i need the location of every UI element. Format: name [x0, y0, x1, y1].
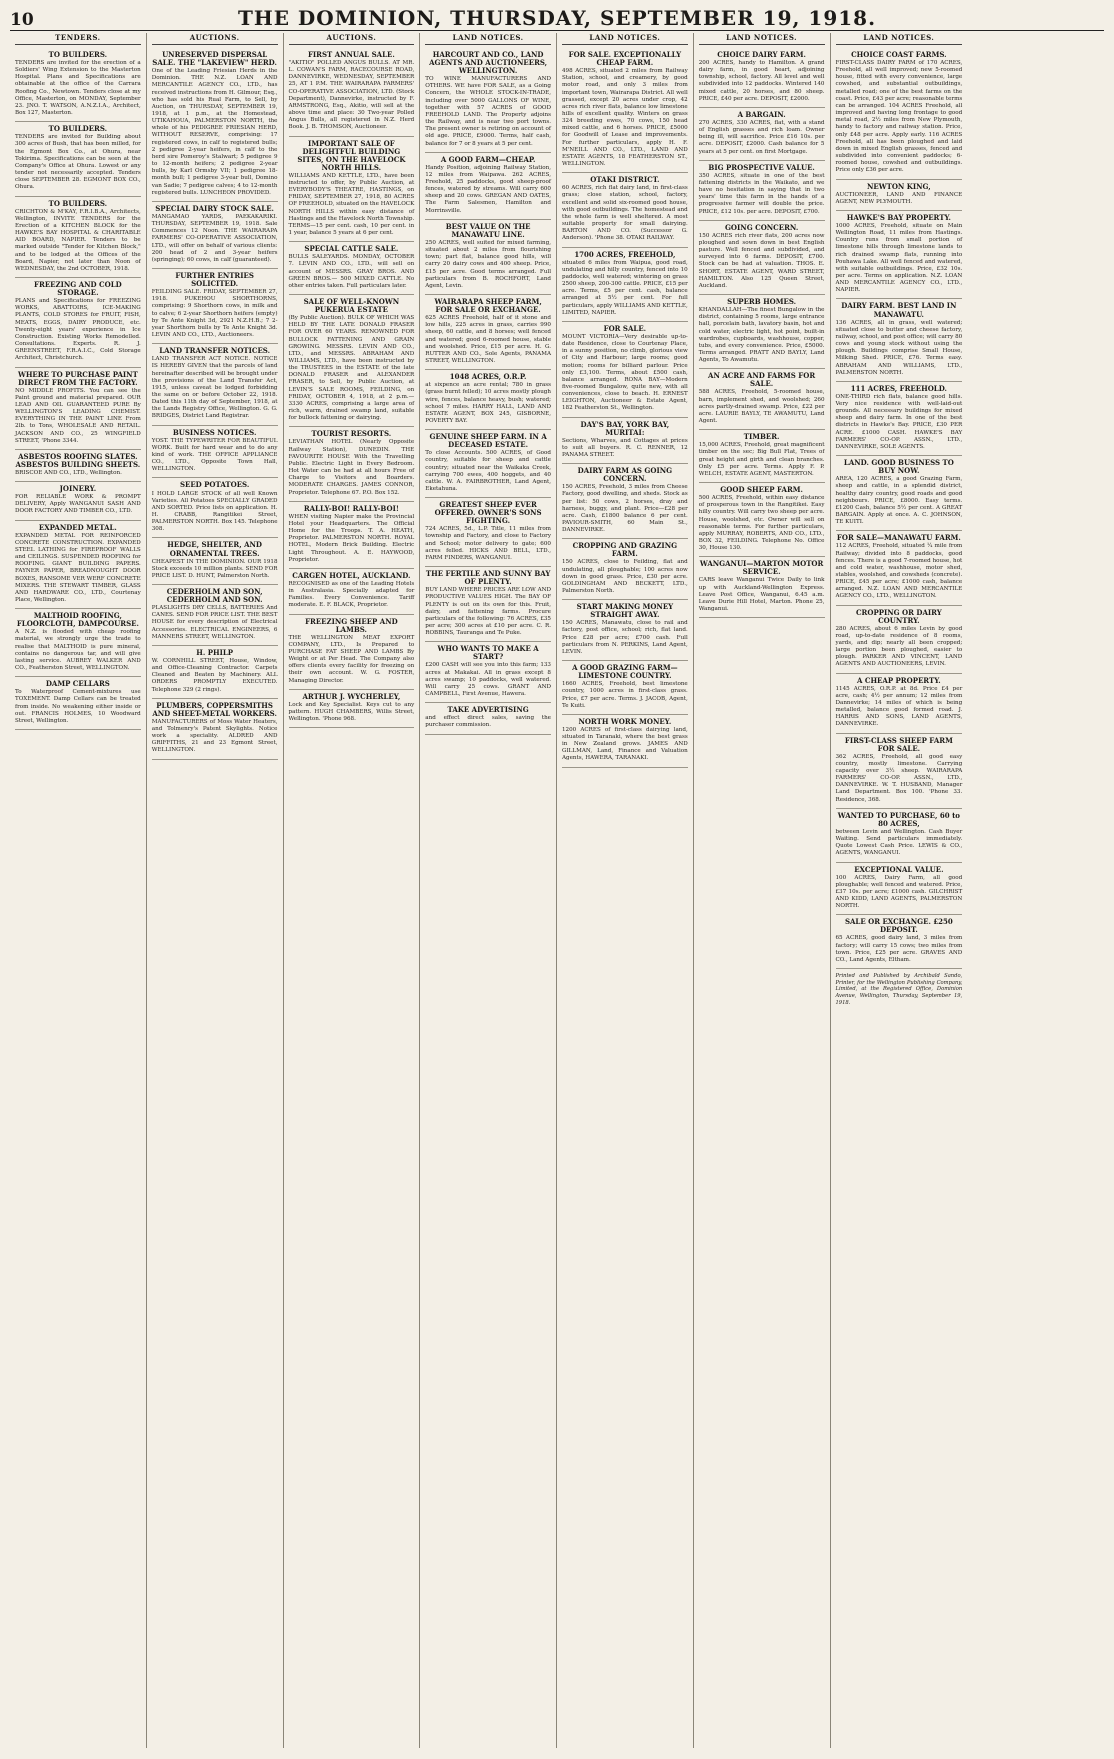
ad-body: 136 ACRES, all in grass, well watered; situated close to butter and cheese factory, railway, school, and post office; will carry 80 cows and young stock without using the plough. Buildings comprise Small House, Milking Shed. PRICE, £76. Terms easy. ABRAHAM AND WILLIAMS, LTD., PALMERSTON NORTH.: [835, 319, 963, 376]
ad-heading: GENUINE SHEEP FARM. IN A DECEASED ESTATE.: [429, 432, 547, 450]
ad-body: at sixpence an acre rental; 780 in grass (grass burnt felled); 10 acres mostly plough wire, fences, balance heavy, bush; watered; school 7 miles. HARRY HALL, LAND AND ESTATE AGENT, BOX 245, GISBORNE, POVERTY BAY.: [425, 382, 551, 424]
ad-heading: AN ACRE AND FARMS FOR SALE.: [708, 371, 816, 389]
advertisement: [152, 699, 278, 760]
column-header: TENDERS.: [15, 34, 141, 45]
ad-heading: GOING CONCERN.: [724, 222, 799, 232]
advertisement: [152, 426, 278, 479]
ad-heading: START MAKING MONEY STRAIGHT AWAY.: [576, 602, 674, 620]
ad-body: ONE-THIRD rich flats, balance good hills. Very nice residence with well-laid-out grounds. All necessary buildings for mixed sheep and dairy farm. In one of the best districts in Hawke's Bay. PRICE, £30 PER ACRE. £1000 CASH. HAWKE'S BAY FARMERS' CO-OP. ASSN., LTD., DANNEVIRKE, SOLE AGENTS.: [835, 393, 963, 450]
advertisement: [699, 557, 825, 618]
ad-body: PLANS and Specifications for FREEZING WORKS, ABATTOIRS, ICE-MAKING PLANTS, COLD STORES for FRUIT, FISH, MEATS, EGGS, DAIRY PRODUCE, etc. Twenty-eight years' experience in Ice Construction. Existing Works Remodelled. Consultations. Experts. R. J. GREENSTREET, F.R.A.I.C., Cold Storage Architect, Christchurch.: [15, 298, 141, 362]
ad-heading: A GOOD GRAZING FARM—LIMESTONE COUNTRY.: [572, 663, 678, 681]
ad-heading: FREEZING AND COLD STORAGE.: [34, 280, 122, 298]
advertisement: [836, 674, 963, 734]
page-number: 10: [10, 10, 34, 30]
advertisement: [152, 202, 278, 269]
ad-heading: HEDGE, SHELTER, AND ORNAMENTAL TREES.: [167, 540, 262, 558]
ad-body: BULLS SALEYARDS. MONDAY, OCTOBER 7. LEVIN AND CO., LTD., will sell on account of MESSRS. GRAY BROS. AND GREEN BROS.— 500 MIXED CATTLE. No other entries taken. Full particulars later.: [288, 254, 415, 289]
advertisement: [562, 600, 688, 661]
ad-body: 1660 ACRES, Freehold, best limestone country, 1000 acres in first-class grass. Price, £7 per acre. Terms. J. JACOB, Agent, Te Kuiti.: [562, 681, 688, 709]
advertisement: [699, 430, 825, 483]
ad-heading: SPECIAL CATTLE SALE.: [304, 244, 399, 254]
ad-body: 65 ACRES, good dairy land, 3 miles from factory; will carry 15 cows; two miles from town. Price, £25 per acre. GRAVES AND CO., Land Agents, Eltham.: [835, 935, 963, 963]
advertisement: [562, 661, 688, 715]
column-header: LAND NOTICES.: [836, 34, 963, 45]
printer-imprint: Printed and Published by Archibald Sando, Printer, for the Wellington Publishing Company, Limited, at the Registered Office, Dominion Avenue, Wellington, Thursday, September 19, 1918.: [835, 973, 963, 1006]
ad-heading: WANTED TO PURCHASE, 60 to 80 ACRES,: [837, 810, 960, 828]
ad-heading: EXPANDED METAL.: [38, 522, 117, 532]
advertisement: [562, 539, 688, 600]
advertisement: [562, 464, 688, 539]
column-1: [10, 33, 147, 1748]
column-header: LAND NOTICES.: [425, 34, 551, 45]
ad-heading: ASBESTOS ROOFING SLATES. ASBESTOS BUILDING SHEETS.: [15, 451, 141, 469]
ad-body: 362 ACRES, Freehold, all good easy country, mostly limestone. Carrying capacity over 3½ sheep. WAIRARAPA FARMERS' CO-OP. ASSN., LTD., DANNEVIRKE. W. T. HUSBAND, Manager Land Department. Box 100. 'Phone 33. Residence, 368.: [835, 753, 963, 803]
advertisement: [836, 211, 963, 300]
ad-body: BUY LAND WHERE PRICES ARE LOW AND PRODUCTIVE VALUES HIGH. The BAY OF PLENTY is out on its own for this. Fruit, dairy, and fattening farms. Procure particulars of the following: 76 ACRES, £35 per acre; 300 acres at £10 per acre. C. R. ROBBINS, Tauranga and Te Puke.: [425, 587, 551, 637]
advertisement: [152, 646, 278, 699]
advertisement: [425, 295, 551, 370]
ad-body: AUCTIONEER, LAND AND FINANCE AGENT, NEW PLYMOUTH.: [835, 191, 963, 205]
ad-heading: SUPERB HOMES.: [727, 297, 797, 307]
advertisement: [699, 369, 825, 430]
advertisement: [15, 677, 141, 730]
ad-body: 350 ACRES, situate in one of the best fattening districts in the Waikato, and we have no hesitation in saying that in two years' time this farm in the hands of a progressive farmer will double the price. PRICE, £12 10s. per acre. DEPOSIT, £700.: [698, 172, 825, 215]
ad-heading: OTAKI DISTRICT.: [590, 175, 660, 185]
ad-body: MANUFACTURERS of Moss Water Heaters, and Tolmenry's Patent Skylights. Notice work a speciality. ALDRED AND GRIFFITHS, 21 and 23 Egmont Street, WELLINGTON.: [151, 718, 278, 754]
ad-heading: WHERE TO PURCHASE PAINT DIRECT FROM THE FACTORY.: [17, 369, 138, 387]
advertisement: [289, 48, 415, 137]
ad-body: 60 ACRES, rich flat dairy land, in first-class grass; close station, school, factory, excellent and solid six-roomed good house, with good outbuildings. The homestead and the whole farm is well sheltered. A most suitable property for small dairying. BARTON AND CO. (Successor G. Anderson). 'Phone 38. OTAKI RAILWAY.: [562, 185, 688, 242]
ad-heading: SALE OR EXCHANGE. £250 DEPOSIT.: [844, 917, 953, 935]
advertisement: [15, 122, 141, 196]
advertisement: [836, 606, 963, 674]
ad-body: FOR RELIABLE WORK & PROMPT DELIVERY, Apply WANGANUI SASH AND DOOR FACTORY AND TIMBER CO., LTD.: [15, 494, 141, 515]
ad-body: 1200 ACRES of first-class dairying land, situated in Taranaki, where the best grass in New Zealand grows. JAMES AND GILLMAN, Land, Finance and Valuation Agents, HAWERA, TARANAKI.: [562, 726, 688, 762]
advertisement: [425, 153, 551, 220]
advertisement: [562, 322, 688, 418]
advertisement: [836, 48, 963, 180]
ad-body: 270 ACRES, 330 ACRES, flat, with a stand of English grasses and rich loam. Owner being ill, will sacrifice. Price £16 10s. per acre. DEPOSIT, £2000. Cash balance for 5 years at 5 per cent. on first Mortgage.: [698, 119, 825, 155]
ad-body: PLASLIGHTS DRY CELLS, BATTERIES And CANES. SEND FOR PRICE LIST. THE BEST HOUSE for every description of Electrical Accessories. ELECTRICAL ENGINEERS, 6 MANNERS STREET, WELLINGTON.: [151, 605, 278, 640]
ad-heading: GOOD SHEEP FARM.: [720, 485, 803, 495]
ad-heading: FOR SALE.: [603, 323, 647, 333]
column-header: LAND NOTICES.: [562, 34, 688, 45]
ad-heading: EXCEPTIONAL VALUE.: [854, 864, 944, 874]
ad-heading: WHO WANTS TO MAKE A START?: [437, 644, 539, 662]
ad-body: 150 ACRES rich river flats, 200 acres now ploughed and sown down in best English pasture. Well fenced and subdivided, and surveyed into 6 farms. DEPOSIT, £700. Stock can be had at valuation. THOS. E. SHORT, ESTATE AGENT, WARD STREET, HAMILTON. Also 125 Queen Street, Auckland.: [698, 232, 825, 289]
advertisement: [836, 299, 963, 381]
advertisement: [836, 531, 963, 605]
ad-heading: HAWKE'S BAY PROPERTY.: [846, 212, 951, 222]
ad-body: £200 CASH will see you into this farm; 133 acres at Makakai. All in grass except 8 acres swamp; 10 paddocks, well watered. Will carry 25 cows. GRANT AND CAMPBELL, First Avenue, Hawera.: [425, 662, 551, 698]
ad-body: 625 ACRES Freehold, half of it stone and low hills, 225 acres in grass, carries 990 sheep, 60 cattle, and 8 horses; well fenced and watered; good 6-roomed house, stable and woolshed. Price, £15 per acre. H. G. RUTTER AND CO., Sole Agents, PANAMA STREET, WELLINGTON.: [425, 315, 551, 365]
ad-body: (By Public Auction). BULK OF WHICH WAS HELD BY THE LATE DONALD FRASER FOR OVER 60 YEARS. RENOWNED FOR BULLOCK FATTENING AND GRAIN GROWING. MESSRS. LEVIN AND CO., LTD., and MESSRS. ABRAHAM AND WILLIAMS, LTD., have been instructed by the TRUSTEES in the ESTATE of the late DONALD FRASER and ALEXANDER FRASER, to Sell, by Public Auction, at LEVIN'S SALE ROOMS, FEILDING, on FRIDAY, OCTOBER 4, 1918, at 2 p.m.— 3330 ACRES, comprising a large area of rich, warm, drained swamp land, suitable for bullock fattening or dairying.: [288, 315, 415, 422]
ad-heading: DAY'S BAY, YORK BAY, MURITAI:: [580, 419, 670, 437]
advertisement: [152, 344, 278, 425]
ad-heading: JOINERY.: [59, 484, 97, 494]
advertisement: [425, 498, 551, 567]
ad-body: MOUNT VICTORIA—Very desirable up-to-date Residence, close to Courtenay Place, in a sunny position, no climb, glorious view of City and Harbour; large rooms; good motion; rooms for billiard parlour. Price only £3,100. Terms, about £500 cash, balance arranged. RONA BAY—Modern five-roomed Bungalow, quite new, with all conveniences, close to beach. H. ERNEST LEIGHTON, Auctioneer & Estate Agent, 182 Featherston St., Wellington.: [562, 333, 688, 412]
advertisement: [289, 569, 415, 615]
ad-heading: DAIRY FARM. BEST LAND IN MANAWATU.: [841, 301, 957, 319]
advertisement: [425, 703, 551, 734]
ad-body: Handy Position, adjoining Railway Station, 12 miles from Waipawa. 262 ACRES, Freehold, 25 paddocks, good sheep-proof fences, watered by streams. Will carry 600 sheep and 20 cows. GREGAN AND OATES, The Farm Salesmen, Hamilton and Morrinsville.: [425, 164, 551, 214]
ad-heading: 1700 ACRES, FREEHOLD,: [574, 249, 676, 259]
ad-heading: BIG PROSPECTIVE VALUE.: [708, 162, 815, 172]
advertisement: [152, 269, 278, 344]
ad-heading: WAIRARAPA SHEEP FARM, FOR SALE OR EXCHANGE.: [434, 296, 542, 315]
advertisement: [15, 197, 141, 278]
columns-container: [10, 33, 1104, 1748]
advertisement: [562, 48, 688, 173]
advertisement: [836, 734, 963, 809]
ad-body: I HOLD LARGE STOCK of all well Known Varieties. All Potatoes SPECIALLY GRADED AND SORTED. Price lists on application. H. H. CRABB, Rangitikei Street, PALMERSTON NORTH. Box 145. Telephone 308.: [151, 490, 278, 533]
advertisement: [699, 221, 825, 295]
advertisement: [699, 108, 825, 161]
ad-body: 588 ACRES, Freehold, 5-roomed house, barn, implement shed, and woolshed; 260 acres partly-drained swamp. Price, £22 per acre. LAURIE BAYLY, TE AWAMUTU, Land Agent.: [698, 389, 825, 425]
ad-body: Sections, Wharves, and Cottages at prices to suit all buyers. R. C. RENNER, 12 PANAMA STREET.: [562, 437, 688, 458]
column-header: AUCTIONS.: [152, 34, 278, 45]
ad-body: situated 6 miles from Waipua, good road, undulating and hilly country, fenced into 10 paddocks, well watered; wintering on grass 2500 sheep, 200-300 cattle. PRICE, £15 per acre. Terms, £5 per cent. cash, balance arranged at 5½ per cent. For full particulars, apply WILLIAMS AND KETTLE, LIMITED, NAPIER.: [562, 259, 688, 316]
ad-heading: TOURIST RESORTS.: [311, 429, 392, 439]
ad-heading: 1048 ACRES, O.R.P.: [449, 372, 527, 382]
advertisement: [699, 161, 825, 221]
column-4: [420, 33, 557, 1748]
advertisement: [15, 368, 141, 450]
ad-body: W. CORNHILL STREET, House, Window, and Office-Cleaning Contractor. Carpets Cleaned and Beaten by Machinery. ALL ORDERS PROMPTLY EXECUTED. Telephone 329 (2 rings).: [151, 657, 278, 693]
advertisement: [152, 585, 278, 646]
ad-body: YOST. THE TYPEWRITER FOR BEAUTIFUL WORK. Built for hard wear and to do any kind of work. THE OFFICE APPLIANCE CO., LTD., Opposite Town Hall, WELLINGTON.: [151, 437, 278, 473]
advertisement: [289, 295, 415, 427]
ad-heading: IMPORTANT SALE OF DELIGHTFUL BUILDING SITES, ON THE HAVELOCK NORTH HILLS.: [297, 138, 406, 172]
ad-heading: A GOOD FARM—CHEAP.: [440, 154, 536, 164]
ad-body: 15,000 ACRES, Freehold, great magnificent timber on the sec; Big Bull Flat, Trees of great height and girth and clean branches. Only £5 per acre. Terms. Apply F. P. WELCH, ESTATE AGENT, MASTERTON.: [698, 442, 825, 477]
ad-body: A N.Z. is flooded with cheap roofing material, we strongly urge the trade to realise that MALTHOID is pure mineral, contains no dangerous tar, and will give lasting service. AUBREY WALKER AND CO., Featherston Street, WELLINGTON.: [15, 629, 141, 672]
advertisement: [699, 483, 825, 557]
ad-heading: TO BUILDERS.: [48, 124, 108, 134]
advertisement: [15, 609, 141, 677]
advertisement: [15, 482, 141, 521]
column-7: [831, 33, 968, 1748]
ad-body: WILLIAMS AND KETTLE, LTD., have been instructed to offer, by Public Auction, at EVERYBODY'S THEATRE, HASTINGS, on FRIDAY, SEPTEMBER 27, 1918, 80 ACRES OF FREEHOLD, situated on the HAVELOCK NORTH HILLS within easy distance of Hastings and the Havelock North Township. TERMS—15 per cent. cash, 10 per cent. in 1 year, balance 5 years at 6 per cent.: [288, 172, 415, 236]
ad-body: "AKITIO" POLLED ANGUS BULLS. AT MR. L. COWAN'S FARM, RACECOURSE ROAD, DANNEVIRKE, WEDNESDAY, SEPTEMBER 25, AT 1 P.M. THE WAIRARAPA FARMERS' CO-OPERATIVE ASSOCIATION, LTD. (Stock Department), Dannevirke, instructed by F. ARMSTRONG, Esq., Akitio, will sell at the above time and place: 30 Two-year Polled Angus Bulls, all registered in N.Z. Herd Book. J. B. THOMSON, Auctioneer.: [288, 60, 415, 131]
ad-heading: A CHEAP PROPERTY.: [857, 675, 941, 685]
advertisement: [289, 427, 415, 501]
advertisement: [562, 418, 688, 465]
advertisement: [152, 478, 278, 538]
ad-body: 150 ACRES, Freehold, 3 miles from Cheese Factory, good dwelling, and sheds. Stock as per list: 50 cows, 2 horses, dray and harness, buggy, and plant. Price—£28 per acre. Cash, £1800 balance 6 per cent. PAVIOUR-SMITH, 60 Main St., DANNEVIRKE.: [562, 484, 688, 534]
ad-heading: PLUMBERS, COPPERSMITHS AND SHEET-METAL WORKERS.: [152, 700, 277, 718]
ad-body: 280 ACRES, about 6 miles Levin by good road, up-to-date residence of 8 rooms, yards, and dip; nearly all been cropped; large portion been ploughed, easier to plough. PARKER AND VINCENT, LAND AGENTS AND AUCTIONEERS, LEVIN.: [835, 625, 963, 668]
ad-heading: THE FERTILE AND SUNNY BAY OF PLENTY.: [425, 569, 551, 587]
advertisement: [15, 48, 141, 122]
advertisement: [152, 48, 278, 202]
ad-body: One of the Leading Friesian Herds in the Dominion. THE N.Z. LOAN AND MERCANTILE AGENCY CO., LTD., has received instructions from H. Gilmour, Esq., who has sold his Rual Farm, to Sell, by Auction, on THURSDAY, SEPTEMBER 19, 1918, at 1 p.m., at the Homestead, UTIKAHOUA, PALMERSTON NORTH, the whole of his PEDIGREE FRIESIAN HERD, WITHOUT RESERVE, comprising: 17 registered cows, in calf to registered bulls; 2 pedigree 2-year heifers, in calf to the herd sire Pomeroy's Stalwart; 5 pedigree 9 to 12-month heifers; 2 pedigree 2-year bulls, by Karl Ormsby VII; 1 pedigree 18-month bull; 1 pedigree 3-year bull, Domino van Sadie; 7 pedigree calves; 4 to 12-month registered bulls. LUNCHEON PROVIDED.: [151, 68, 278, 196]
ad-body: To Waterproof Cement-mixtures use TOXEMENT. Damp Cellars can be treated from inside. No weakening either inside or out. FRANCIS HOLMES, 10 Woodward Street, Wellington.: [15, 689, 141, 724]
ad-heading: FOR SALE—MANAWATU FARM.: [836, 533, 961, 543]
ad-body: between Levin and Wellington. Cash Buyer Waiting. Send particulars immediately. Quote Lowest Cash Price. LEWIS & CO., AGENTS, WANGANUI.: [835, 828, 963, 857]
ad-body: BRISCOE AND CO., LTD., Wellington.: [15, 469, 122, 476]
ad-body: 500 ACRES, Freehold, within easy distance of prosperous town in the Rangitikei. Easy hilly country. Will carry two sheep per acre. House, woolshed, etc. Owner will sell on reasonable terms. For further particulars, apply MURRAY, ROBERTS, AND CO., LTD., BOX 32, FEILDING. Telephone No. Office 30, House 130.: [698, 495, 825, 552]
advertisement: [562, 173, 688, 247]
advertisement: [425, 370, 551, 430]
ad-body: NO MIDDLE PROFITS. You can see the Paint ground and material prepared. OUR LEAD AND OIL GUARANTEED PURE By WELLINGTON'S LEADING CHEMIST. EVERYTHING IN THE PAINT LINE From 2lb. to Tons, WHOLESALE AND RETAIL. JACKSON AND CO., 25 WINGFIELD STREET, 'Phone 3344.: [15, 387, 141, 444]
ad-heading: CROPPING OR DAIRY COUNTRY.: [855, 607, 942, 625]
column-header: AUCTIONS.: [289, 34, 415, 45]
ad-body: CRICHTON & M'KAY, F.R.I.B.A., Architects, Wellington, INVITE TENDERS for the Erection of a KITCHEN BLOCK for the HAWKE'S BAY HOSPITAL & CHARITABLE AID BOARD, NAPIER. Tenders to be marked outside "Tender for Kitchen Block," and to be lodged at the Offices of the Board, Napier, not later than Noon of WEDNESDAY, the 2nd OCTOBER, 1918.: [15, 208, 141, 272]
ad-heading: TO BUILDERS.: [48, 198, 108, 208]
ad-body: CHEAPEST IN THE DOMINION. OUR 1918 Stock exceeds 10 million plants. SEND FOR PRICE LIST. D. HUNT, Palmerston North.: [151, 558, 278, 579]
ad-body: LAND TRANSFER ACT NOTICE. NOTICE IS HEREBY GIVEN that the parcels of land hereinafter described will be brought under the provisions of the Land Transfer Act, 1915, unless caveat be lodged forbidding the same on or before October 22, 1918. Dated this 11th day of September, 1918, at the Lands Registry Office, Wellington. G. G. BRIDGES, District Land Registrar.: [151, 356, 278, 420]
ad-heading: NORTH WORK MONEY.: [578, 716, 672, 726]
column-header: LAND NOTICES.: [699, 34, 825, 45]
ad-body: TENDERS are invited for the erection of a Soldiers' Wing Extension to the Masterton Hospital. Plans and Specifications are obtainable at the office of the Carrara Roofing Co., Newtown. Tenders close at my Office, Masterton, on MONDAY, September 23. JNO. T. WATSON, A.N.Z.I.A., Architect, Box 127, Masterton.: [15, 60, 141, 117]
advertisement: [289, 242, 415, 295]
ad-body: KHANDALLAH—The finest Bungalow in the district, containing 5 rooms, large entrance hall, porcelain bath, lavatory basin, hot and cold water, electric light, hot point, built-in wardrobes, cupboards, washhouse, copper, tubs, and every convenience. Price, £5000. Terms arranged. PRATT AND BAYLY, Land Agents, To Awamutu.: [698, 307, 825, 364]
advertisement: [836, 180, 963, 211]
advertisement: [562, 715, 688, 768]
ad-body: 112 ACRES, Freehold, situated ¼ mile from Railway; divided into 8 paddocks, good fences. There is a good 7-roomed house, hot and cold water, washhouse, motor shed, stables, woolshed, and cowsheds (concrete). PRICE, £45 per acre; £1000 cash, balance arranged. N.Z. LOAN AND MERCANTILE AGENCY CO., LTD., WELLINGTON.: [835, 543, 963, 600]
advertisement: [836, 382, 963, 456]
advertisement: [425, 430, 551, 498]
advertisement: [289, 502, 415, 569]
ad-body: EXPANDED METAL FOR REINFORCED CONCRETE CONSTRUCTION. EXPANDED STEEL LATHING for FIREPROOF WALLS and CEILINGS. SUSPENDED ROOFING for ROOFING. GIANT BUILDING PAPERS. FAYNER PAPER, BREADNOUGHT DOOR BOXES, RANSOME VER WERF CONCRETE MIXERS. THE STEWART TIMBER, GLASS AND HARDWARE CO., LTD., Courtenay Place, Wellington.: [15, 532, 141, 604]
ad-body: AREA, 120 ACRES, a good Grazing Farm, sheep and cattle, in a splendid district, healthy dairy country, good roads and good neighbours. PRICE, £8000. Easy terms. £1200 Cash, balance 5½ per cent. A GREAT BARGAIN. Apply at once. A. C. JOHNSON, TE KUITI.: [835, 476, 963, 526]
ad-heading: 111 ACRES, FREEHOLD.: [850, 383, 947, 393]
advertisement: [289, 690, 415, 729]
ad-heading: SALE OF WELL-KNOWN PUKERUA ESTATE: [303, 296, 400, 315]
ad-heading: TAKE ADVERTISING: [447, 705, 529, 715]
ad-heading: FOR SALE. EXCEPTIONALLY CHEAP FARM.: [568, 49, 682, 67]
advertisement: [836, 456, 963, 531]
advertisement: [836, 915, 963, 969]
ad-body: LEVIATHAN HOTEL (Nearly Opposite Railway Station), DUNEDIN. THE FAVOURITE HOUSE With the Travelling Public. Electric Light in Every Bedroom. Hot Water can be had at all hours Free of Charge to Visitors and Boarders. MODERATE CHARGES. JAMES CONNOR, Proprietor. Telephone 67. P.O. Box 152.: [288, 439, 415, 496]
ad-heading: CHOICE COAST FARMS.: [851, 49, 947, 59]
ad-heading: TIMBER.: [743, 432, 780, 442]
ad-heading: CARGEN HOTEL, AUCKLAND.: [292, 570, 411, 580]
ad-body: Lock and Key Specialist. Keys cut to any pattern. HUGH CHAMBERS, Willis Street, Wellington. 'Phone 968.: [288, 701, 415, 723]
ad-heading: HARCOURT AND CO., LAND AGENTS AND AUCTIONEERS, WELLINGTON.: [429, 49, 548, 76]
advertisement: [425, 220, 551, 295]
ad-body: 150 ACRES, Manawatu, close to rail and factory, post office, school; rich, flat land. Price £28 per acre; £700 cash. Full particulars from N. PERKINS, Land Agent, LEVIN.: [562, 620, 688, 655]
ad-body: 498 ACRES, situated 2 miles from Railway Station, school, and creamery, by good motor road, and only 3 miles from important town, Wairarapa District. All well grassed, except 20 acres under crop, 42 acres rich river flats, balance low limestone hills of excellent quality. Winters on grass 324 breeding ewes, 70 cows, 150 head mixed cattle, and 6 horses. PRICE, £5000 for Goodwill of Lease and improvements. For further particulars, apply H. F. M'NEILL AND CO., LTD., LAND AND ESTATE AGENTS, 18 FEATHERSTON ST., WELLINGTON.: [562, 68, 688, 168]
ad-heading: H. PHILP: [196, 647, 234, 657]
advertisement: [836, 809, 963, 863]
ad-body: FEILDING SALE. FRIDAY, SEPTEMBER 27, 1918. PUKEHOU SHORTHORNS, comprising: 9 Shorthorn cows, in milk and to calve; 6 2-year Shorthorn heifers (empty) by Te Ante Knight 3d, 2921 N.Z.H.B.; 7 2-year Shorthorn bulls by Te Ante Knight 3d. LEVIN AND CO., LTD., Auctioneers.: [151, 289, 278, 339]
ad-body: 1145 ACRES, O.R.P. at 8d. Price £4 per acre, cash; 4½ per annum; 12 miles from Dannevirke; 14 miles of which is being metalled, balance good formed road. J. HARRIS AND SONS, LAND AGENTS, DANNEVIRKE.: [835, 685, 963, 728]
ad-body: 200 ACRES, handy to Hamilton. A grand dairy farm, in good heart, adjoining township, school, factory. All level and well subdivided into 12 paddocks. Wintered 140 mixed cattle, 20 horses, and 80 sheep. PRICE, £40 per acre. DEPOSIT, £2000.: [698, 60, 825, 102]
ad-body: 250 ACRES, well suited for mixed farming, situated about 2 miles from flourishing town; part flat, balance good hills, will carry 20 dairy cows and 400 sheep. Price, £15 per acre. Good terms arranged. Full particulars from B. ROCHFORT, Land Agent, Levin.: [425, 239, 551, 289]
ad-body: RECOGNISED as one of the Leading Hotels in Australasia. Specially adapted for Families. Every Convenience. Tariff moderate. E. F. BLACK, Proprietor.: [288, 580, 415, 609]
ad-heading: DAMP CELLARS: [45, 679, 110, 689]
ad-body: CARS leave Wanganui Twice Daily to link up with Auckland-Wellington Express. Leave Post Office, Wanganui, 6.45 a.m. Leave Durie Hill Hotel, Marton. Phone 25, Wanganui.: [698, 577, 825, 613]
advertisement: [425, 567, 551, 642]
ad-heading: A BARGAIN.: [737, 109, 786, 119]
ad-body: and effect direct sales, saving the purchaser commission.: [425, 715, 551, 729]
column-6: [694, 33, 831, 1748]
advertisement: [289, 615, 415, 690]
advertisement: [15, 521, 141, 610]
masthead: [10, 6, 1104, 31]
advertisement: [152, 538, 278, 585]
ad-heading: SEED POTATOES.: [179, 480, 250, 490]
ad-heading: WANGANUI—MARTON MOTOR SERVICE.: [699, 559, 824, 577]
ad-heading: LAND. GOOD BUSINESS TO BUY NOW.: [843, 458, 954, 476]
column-5: [557, 33, 694, 1748]
ad-heading: LAND TRANSFER NOTICES.: [159, 346, 271, 356]
ad-heading: FURTHER ENTRIES SOLICITED.: [175, 271, 254, 289]
column-2: [147, 33, 284, 1748]
ad-heading: BUSINESS NOTICES.: [172, 427, 257, 437]
ad-body: TENDERS are invited for Building about 300 acres of Bush, that has been milled, for the Egmont Box Co., at Ohura, near Tokirima. Specifications can be seen at the Company's Office at Ohura. Lowest or any tender not necessarily accepted. Tenders close SEPTEMBER 28. EGMONT BOX CO., Ohura.: [15, 134, 141, 191]
ad-body: THE WELLINGTON MEAT EXPORT COMPANY, LTD., Is Prepared to PURCHASE FAT SHEEP AND LAMBS By Weight or at Per Head. The Company also offers clients every facility for freezing on their own account. W. G. FOSTER, Managing Director.: [288, 634, 415, 684]
ad-heading: CHOICE DAIRY FARM.: [717, 49, 806, 59]
ad-heading: CEDERHOLM AND SON, CEDERHOLM AND SON.: [166, 587, 263, 605]
ad-body: 100 ACRES, Dairy Farm, all good ploughable; well fenced and watered. Price, £37 10s. per acre; £1000 cash. GILCHRIST AND KIDD, LAND AGENTS, PALMERSTON NORTH.: [835, 874, 963, 910]
advertisement: [699, 48, 825, 108]
advertisement: [699, 295, 825, 369]
ad-body: 1000 ACRES, Freehold, situate on Main Wellington Road, 11 miles from Hastings. Country runs from small portion of limestone hills through limestone lands to rich drained swamp flats, running into Pouhawa Lake. All well fenced and watered, with suitable outbuildings. Price, £32 10s. per acre. Terms on application. N.Z. LOAN AND MERCANTILE AGENCY CO., LTD., NAPIER.: [835, 222, 963, 294]
advertisement: [15, 278, 141, 368]
advertisement: [562, 248, 688, 322]
ad-heading: ARTHUR J. WYCHERLEY,: [302, 691, 401, 701]
ad-body: 150 ACRES, close to Feilding, flat and undulating, all ploughable; 100 acres now down in good grass. Price, £30 per acre. GOLDINGHAM AND BECKETT, LTD., Palmerston North.: [562, 559, 688, 595]
ad-heading: DAIRY FARM AS GOING CONCERN.: [577, 466, 673, 484]
ad-heading: FREEZING SHEEP AND LAMBS.: [305, 616, 398, 634]
ad-body: TO WINE MANUFACTURERS AND OTHERS. WE have FOR SALE, as a Going Concern, the WHOLE STOCK-IN-TRADE, including over 5000 GALLONS OF WINE, together with 57 ACRES of GOOD FREEHOLD LAND. The Property adjoins the Railway, and is near two port towns. The present owner is retiring on account of old age. PRICE, £9000. Terms, half cash, balance for 7 or 8 years at 5 per cent.: [425, 76, 551, 147]
ad-heading: GREATEST SHEEP EVER OFFERED. OWNER'S SONS FIGHTING.: [434, 500, 542, 526]
ad-heading: TO BUILDERS.: [48, 49, 108, 59]
ad-body: 724 ACRES, 5d., L.P. Title, 11 miles from township and Factory, and close to Factory and School; motor delivery to gate; 600 acres felled. HICKS AND BELL, LTD., FARM FINDERS, WANGANUI.: [425, 526, 551, 561]
advertisement: [836, 863, 963, 916]
advertisement: [289, 137, 415, 243]
advertisement: [15, 450, 141, 482]
advertisement: [425, 642, 551, 703]
ad-heading: RALLY-BOI! RALLY-BOI!: [303, 503, 399, 513]
ad-heading: FIRST-CLASS SHEEP FARM FOR SALE.: [844, 735, 953, 753]
ad-body: MANGAMAO YARDS, PAEKAKARIKI. THURSDAY, SEPTEMBER 19, 1918. Sale Commences 12 Noon. THE WAIRARAPA FARMERS' CO-OPERATIVE ASSOCIATION, LTD., will offer on behalf of various clients: 200 head of 2 and 3-year heifers (springing); 60 cows, in calf (guaranteed).: [151, 213, 278, 263]
newspaper-title: THE DOMINION, THURSDAY, SEPTEMBER 19, 1918.: [237, 6, 877, 30]
ad-body: WHEN visiting Napier make the Provincial Hotel your Headquarters. The Official Home for the Troops. T. A. HEATH, Proprietor. PALMERSTON NORTH. ROYAL HOTEL, Modern Brick Building. Electric Light Throughout. A. E. HAYWOOD, Proprietor.: [288, 513, 415, 563]
advertisement: [425, 48, 551, 153]
ad-heading: BEST VALUE ON THE MANAWATU LINE.: [445, 221, 531, 239]
ad-heading: NEWTON KING,: [867, 181, 931, 191]
ad-heading: FIRST ANNUAL SALE.: [307, 49, 395, 59]
ad-body: FIRST-CLASS DAIRY FARM of 170 ACRES, Freehold, all well improved; new 5-roomed house, fitted with every convenience, large cowshed, and substantial outbuildings, metalled road; one of the best farms on the coast. Price, £43 per acre; reasonable terms can be arranged. 104 ACRES Freehold, all improved and having long frontage to good metal road, 2½ miles from New Plymouth, handy to factory and railway station. Price, only £48 per acre. Apply early. 116 ACRES Freehold, all has been ploughed and laid down in mixed English grasses, fenced and subdivided into convenient paddocks; 6-roomed house, cowshed and outbuildings. Price only £36 per acre.: [835, 60, 963, 174]
ad-body: To close Accounts. 500 ACRES, of Good country, suitable for sheep and cattle country; situated near the Waikaka Creek, carrying 700 ewes, 400 hoggets, and 40 cattle. W. A. FAIRBROTHER, Land Agent, Eketahuna.: [425, 450, 551, 493]
ad-heading: CROPPING AND GRAZING FARM.: [572, 541, 678, 559]
column-3: [284, 33, 421, 1748]
ad-heading: MALTHOID ROOFING, FLOORCLOTH, DAMPCOURSE.: [16, 611, 139, 629]
ad-heading: SPECIAL DAIRY STOCK SALE.: [155, 203, 274, 213]
ad-heading: UNRESERVED DISPERSAL SALE. THE "LAKEVIEW" HERD.: [152, 49, 277, 67]
